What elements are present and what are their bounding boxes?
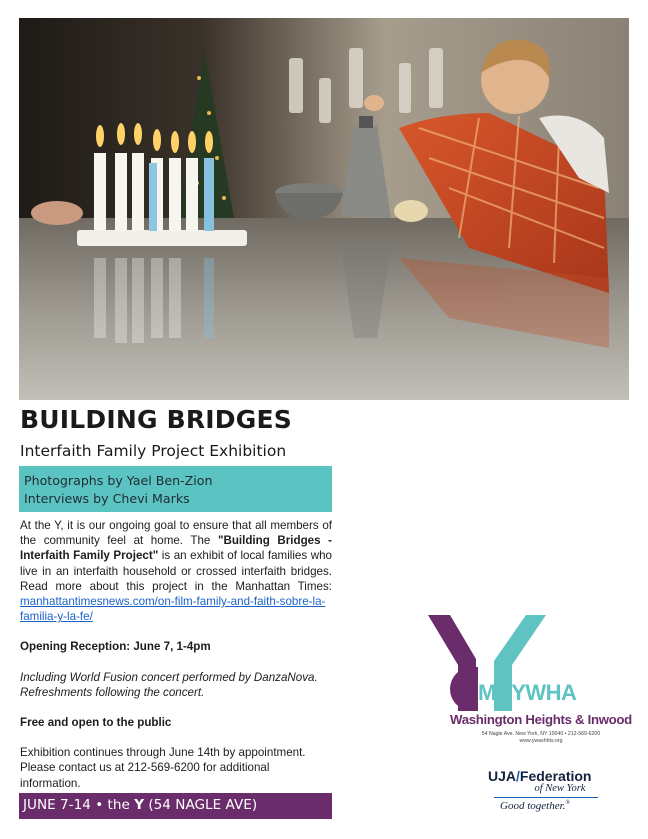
continues-line-2: Please contact us at 212-569-6200 for additional information. <box>20 761 270 790</box>
logo-address: 54 Nagle Ave. New York, NY 10040 • 212-569-6200 <box>481 731 601 737</box>
uja-name <box>488 768 618 784</box>
uja-left: UJA <box>488 768 517 784</box>
logo-area: Washington Heights & Inwood <box>450 712 632 727</box>
interviews-credit: Interviews by Chevi Marks <box>24 491 190 506</box>
logo-name: M&YWHA <box>478 680 577 705</box>
intro-text-before: At the Y, it is our ongoing goal to ensure that all members of the community feel at home. The <box>20 519 332 548</box>
concert-line-1: Including World Fusion concert performed by DanzaNova. <box>20 670 318 684</box>
exhibition-subtitle: Interfaith Family Project Exhibition <box>20 442 287 460</box>
location-text: (54 NAGLE AVE) <box>144 797 258 813</box>
hero-photo <box>19 18 629 400</box>
continues-line-1: Exhibition continues through June 14th by appointment. <box>20 746 306 760</box>
opening-reception: Opening Reception: June 7, 1-4pm <box>20 640 211 654</box>
concert-line-2: Refreshments following the concert. <box>20 685 205 699</box>
uja-right: Federation <box>519 768 592 784</box>
body-text <box>20 518 332 791</box>
intro-text-after: is an exhibit of local families who live in an interfaith household or crossed interfaith bridges. Read more about this project in the Manhattan Times: <box>20 549 332 593</box>
credits-box <box>19 466 332 512</box>
uja-flame-icon: / <box>516 768 520 784</box>
photographs-credit: Photographs by Yael Ben-Zion <box>24 473 213 488</box>
uja-divider <box>494 797 598 798</box>
intro-paragraph <box>20 518 332 624</box>
dates-text: JUNE 7-14 • the <box>23 797 135 813</box>
logo-web: www.ywashhts.org <box>519 738 563 744</box>
dates-location-bar <box>19 793 332 819</box>
uja-city: of New York <box>534 783 586 794</box>
project-name: "Building Bridges - Interfaith Family Project" <box>20 534 332 563</box>
uja-tagline: Good together. <box>500 800 566 812</box>
free-admission: Free and open to the public <box>20 716 172 730</box>
article-link[interactable]: manhattantimesnews.com/on-film-family-and-faith-sobre-la-familia-y-la-fe/ <box>20 595 326 624</box>
exhibition-title: BUILDING BRIDGES <box>20 405 292 434</box>
y-text: Y <box>134 797 145 813</box>
uja-registered-mark: ® <box>565 800 570 806</box>
uja-federation-logo <box>488 768 618 812</box>
uja-tagline-row <box>488 800 618 812</box>
